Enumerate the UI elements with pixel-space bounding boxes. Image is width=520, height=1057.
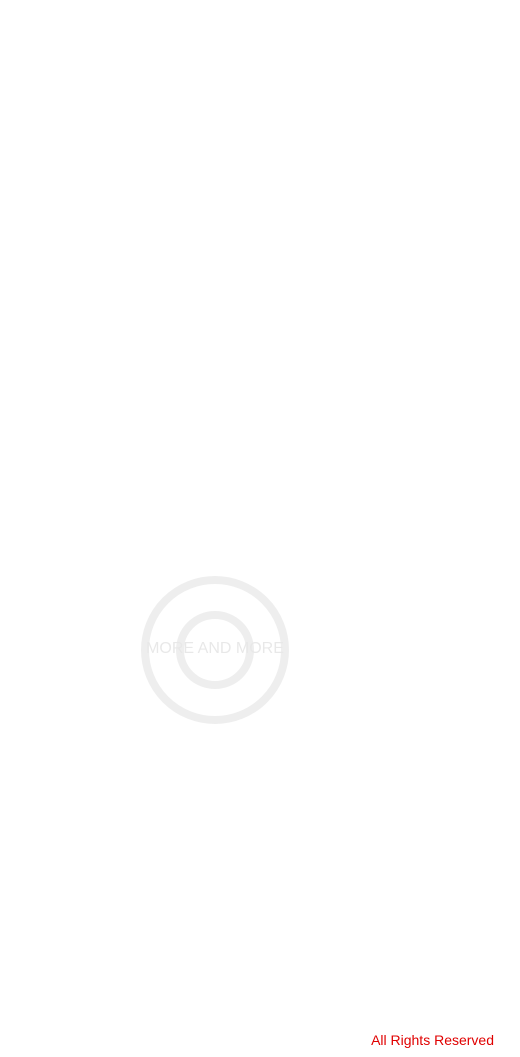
footer [371, 1029, 514, 1051]
svg-text:MORE AND MORE: MORE AND MORE [146, 640, 284, 657]
footer-rights: All Rights Reserved [371, 1032, 494, 1048]
watermark-logo [95, 555, 335, 755]
